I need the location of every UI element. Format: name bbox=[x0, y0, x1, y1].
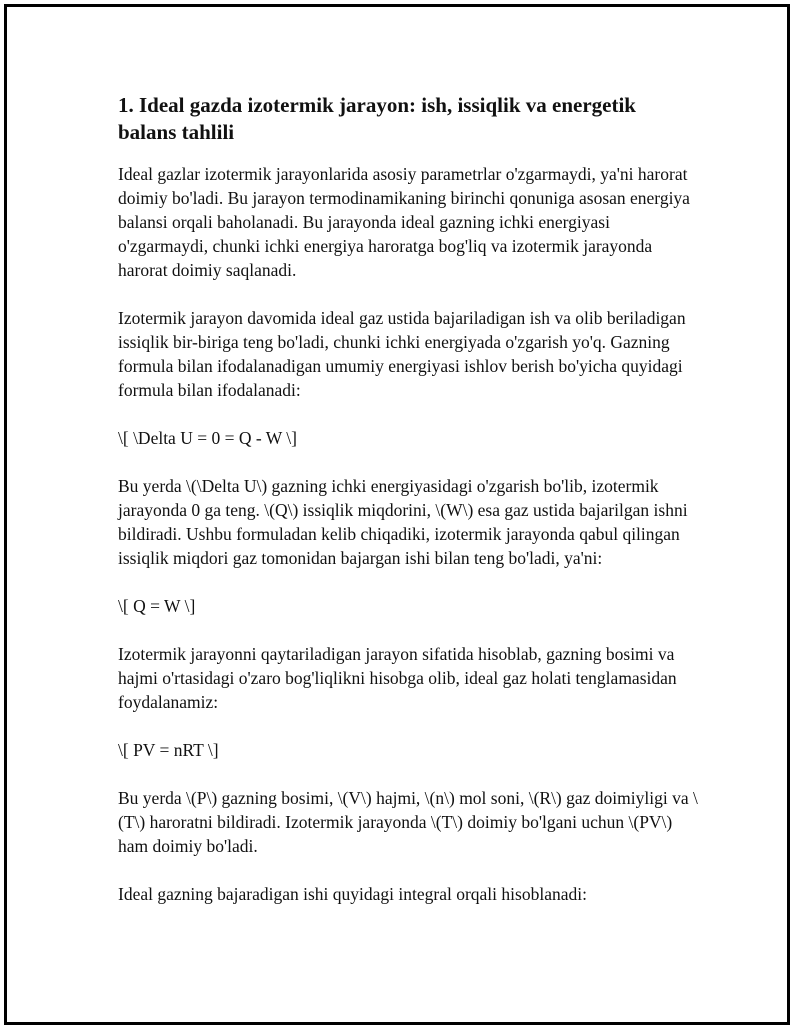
formula-ideal-gas-law: \[ PV = nRT \] bbox=[118, 740, 219, 760]
paragraph-integral: Ideal gazning bajaradigan ishi quyidagi integral orqali hisoblanadi: bbox=[118, 884, 587, 904]
paragraph-variables: Bu yerda \(P\) gazning bosimi, \(V\) hajmi, \(n\) mol soni, \(R\) gaz doimiyligi va \(T\) haroratni bildiradi. Izotermik jarayonda \(T\) doimiy bo'lgani uchun \(PV\) ham doimiy bo'ladi. bbox=[118, 788, 698, 856]
section-heading: 1. Ideal gazda izotermik jarayon: ish, issiqlik va energetik balans tahlili bbox=[118, 93, 636, 144]
paragraph-intro: Ideal gazlar izotermik jarayonlarida asosiy parametrlar o'zgarmaydi, ya'ni harorat doimiy bo'ladi. Bu jarayon termodinamikaning birinchi qonuniga asosan energiya balansi orqali baholanadi. Bu jarayonda ideal gazning ichki energiyasi o'zgarmaydi, chunki ichki energiya haroratga bog'liq va izotermik jarayonda harorat doimiy saqlanadi. bbox=[118, 164, 690, 280]
paragraph-reversible: Izotermik jarayonni qaytariladigan jarayon sifatida hisoblab, gazning bosimi va hajmi o'rtasidagi o'zaro bog'liqlikni hisobga olib, ideal gaz holati tenglamasidan foydalanamiz: bbox=[118, 644, 677, 712]
formula-energy-balance: \[ \Delta U = 0 = Q - W \] bbox=[118, 428, 297, 448]
formula-q-equals-w: \[ Q = W \] bbox=[118, 596, 196, 616]
paragraph-work-heat: Izotermik jarayon davomida ideal gaz ustida bajariladigan ish va olib beriladigan issiqlik bir-biriga teng bo'ladi, chunki ichki energiyada o'zgarish yo'q. Gazning formula bilan ifodalanadigan umumiy energiyasi ishlov berish bo'yicha quyidagi formula bilan ifodalanadi: bbox=[118, 308, 686, 400]
document-body bbox=[118, 92, 698, 930]
paragraph-explanation: Bu yerda \(\Delta U\) gazning ichki energiyasidagi o'zgarish bo'lib, izotermik jarayonda 0 ga teng. \(Q\) issiqlik miqdorini, \(W\) esa gaz ustida bajarilgan ishni bildiradi. Ushbu formuladan kelib chiqadiki, izotermik jarayonda qabul qilingan issiqlik miqdori gaz tomonidan bajargan ishi bilan teng bo'ladi, ya'ni: bbox=[118, 476, 688, 568]
